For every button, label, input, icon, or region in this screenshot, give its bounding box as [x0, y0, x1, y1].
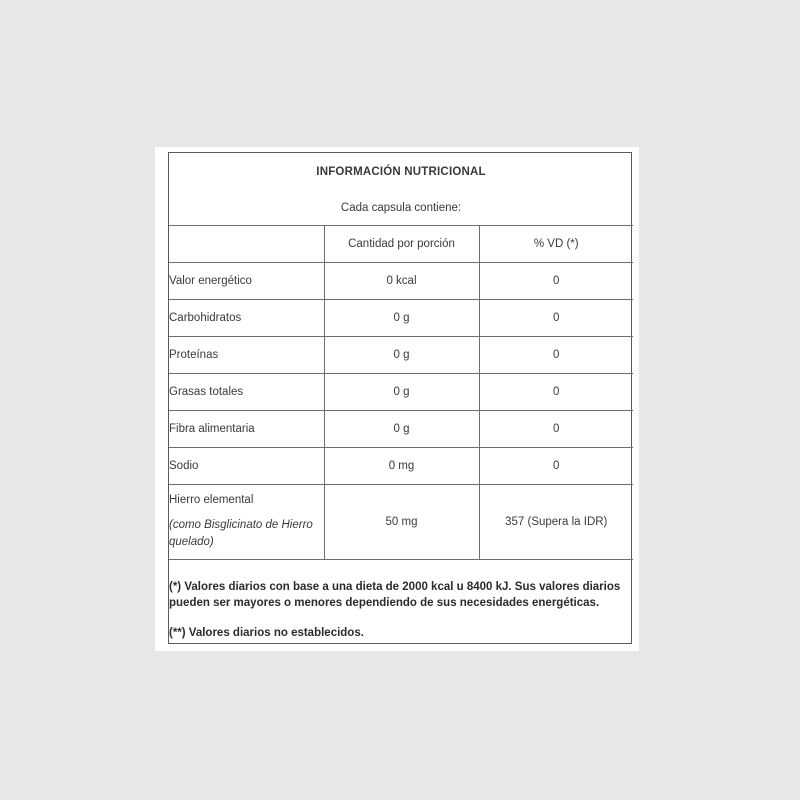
table-row — [169, 448, 633, 485]
nutrient-name: Carbohidratos — [169, 300, 324, 337]
table-row — [169, 300, 633, 337]
nutrient-amount: 0 g — [324, 374, 479, 411]
nutrient-daily-value: 0 — [479, 337, 633, 374]
footnotes-container — [169, 560, 633, 661]
table-row — [169, 374, 633, 411]
column-header-daily-value: % VD (*) — [479, 226, 633, 263]
nutrient-amount: 0 g — [324, 337, 479, 374]
nutrient-name: Valor energético — [169, 263, 324, 300]
table-row — [169, 337, 633, 374]
nutrient-name-iron — [169, 485, 324, 560]
table-row-iron — [169, 485, 633, 560]
title-row — [169, 153, 633, 191]
table-row — [169, 411, 633, 448]
serving-subtitle: Cada capsula contiene: — [169, 191, 633, 226]
label-title: INFORMACIÓN NUTRICIONAL — [316, 166, 486, 178]
column-header-row — [169, 226, 633, 263]
footnote-not-established: (**) Valores diarios no establecidos. — [169, 626, 364, 639]
nutrient-name: Sodio — [169, 448, 324, 485]
nutrient-name: Grasas totales — [169, 374, 324, 411]
nutrient-amount: 0 mg — [324, 448, 479, 485]
nutrient-daily-value-iron: 357 (Supera la IDR) — [479, 485, 633, 560]
subtitle-row — [169, 191, 633, 226]
nutrient-daily-value: 0 — [479, 374, 633, 411]
iron-name-primary: Hierro elemental — [169, 493, 254, 506]
nutrient-daily-value: 0 — [479, 300, 633, 337]
nutrition-table — [169, 153, 633, 660]
nutrient-daily-value: 0 — [479, 411, 633, 448]
column-header-amount: Cantidad por porción — [324, 226, 479, 263]
nutrient-name: Proteínas — [169, 337, 324, 374]
iron-name-source: (como Bisglicinato de Hierro quelado) — [169, 518, 313, 549]
nutrient-daily-value: 0 — [479, 448, 633, 485]
table-row — [169, 263, 633, 300]
nutrient-amount-iron: 50 mg — [324, 485, 479, 560]
nutrition-facts-panel — [168, 152, 632, 644]
nutrient-amount: 0 g — [324, 411, 479, 448]
nutrient-amount: 0 kcal — [324, 263, 479, 300]
nutrient-daily-value: 0 — [479, 263, 633, 300]
footnote-row — [169, 560, 633, 661]
column-header-nutrient — [169, 226, 324, 263]
nutrient-name: Fibra alimentaria — [169, 411, 324, 448]
footnote-daily-values: (*) Valores diarios con base a una dieta de 2000 kcal u 8400 kJ. Sus valores diarios pueden ser mayores o menores dependiendo de sus necesidades energéticas. — [169, 581, 621, 610]
nutrient-amount: 0 g — [324, 300, 479, 337]
